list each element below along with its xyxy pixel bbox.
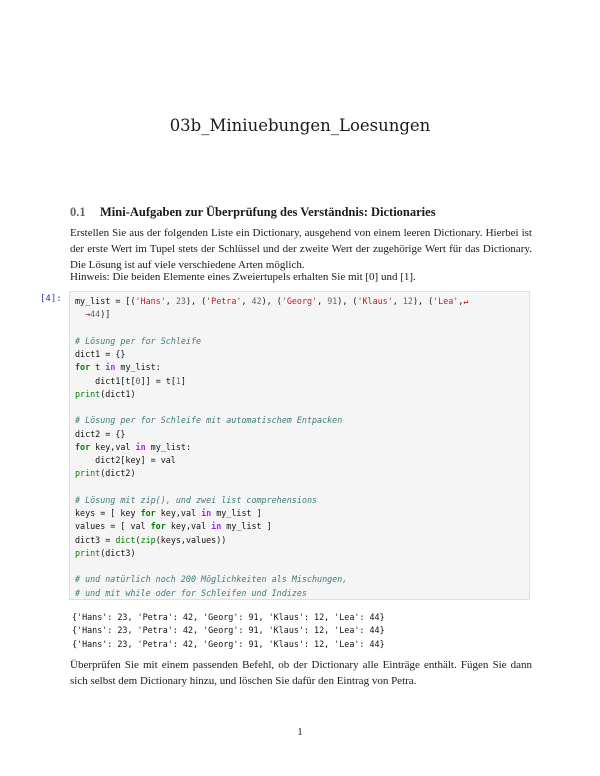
- section-number: 0.1: [70, 205, 86, 219]
- output-line: {'Hans': 23, 'Petra': 42, 'Georg': 91, 'Klaus': 12, 'Lea': 44}: [72, 612, 385, 622]
- code-line: dict2[key] = val: [75, 455, 176, 465]
- document-title: 03b_Miniuebungen_Loesungen: [169, 116, 431, 135]
- code-line: # und mit while oder for Schleifen und Indizes: [75, 587, 307, 598]
- code-line: print(dict2): [75, 468, 136, 479]
- code-line: # Lösung mit zip(), und zwei list comprehensions: [75, 494, 318, 505]
- code-line: print(dict1): [75, 388, 136, 399]
- section-title: Mini-Aufgaben zur Überprüfung des Verständnis: Dictionaries: [100, 205, 436, 219]
- cell-prompt: [4]:: [40, 294, 62, 304]
- intro-paragraph: Erstellen Sie aus der folgenden Liste ein Dictionary, ausgehend von einem leeren Dictionary. Hierbei ist der erste Wert im Tupel stets der Schlüssel und der zweite Wert der zugehörige Wert für das Dictionary. Die Lösung ist auf viele verschiedene Arten möglich.: [70, 227, 532, 271]
- output-line: {'Hans': 23, 'Petra': 42, 'Georg': 91, 'Klaus': 12, 'Lea': 44}: [72, 638, 385, 649]
- code-line: values = [ val for key,val in my_list ]: [75, 521, 272, 532]
- cell-output: [72, 611, 385, 651]
- code-block: [75, 295, 468, 600]
- code-line: # Lösung per for Schleife mit automatischem Entpacken: [75, 415, 343, 426]
- code-line: # Lösung per for Schleife: [75, 335, 202, 346]
- code-line: my_list = [('Hans', 23), ('Petra', 42), ('Georg', 91), ('Klaus', 12), ('Lea',↵: [75, 296, 469, 306]
- code-cell[interactable]: [69, 291, 530, 600]
- code-line: dict3 = dict(zip(keys,values)): [75, 534, 227, 545]
- code-line: print(dict3): [75, 547, 136, 558]
- code-line: dict1 = {}: [75, 349, 126, 359]
- code-line: # und natürlich noch 200 Möglichkeiten als Mischungen,: [75, 574, 348, 585]
- page-number: 1: [297, 726, 303, 738]
- task-paragraph: Überprüfen Sie mit einem passenden Befehl, ob der Dictionary alle Einträge enthält. Fügen Sie dann sich selbst dem Dictionary hinzu, und löschen Sie dafür den Eintrag von Petra.: [70, 659, 532, 687]
- output-line: {'Hans': 23, 'Petra': 42, 'Georg': 91, 'Klaus': 12, 'Lea': 44}: [72, 625, 385, 636]
- code-line: dict1[t[0]] = t[1]: [75, 375, 186, 386]
- section-heading: [70, 205, 436, 220]
- hint-paragraph: Hinweis: Die beiden Elemente eines Zweiertupels erhalten Sie mit [0] und [1].: [70, 271, 416, 283]
- code-line: for key,val in my_list:: [75, 441, 192, 452]
- code-line: for t in my_list:: [75, 362, 161, 373]
- code-line: →44)]: [85, 309, 111, 320]
- code-line: dict2 = {}: [75, 428, 126, 439]
- code-line: keys = [ key for key,val in my_list ]: [75, 508, 262, 518]
